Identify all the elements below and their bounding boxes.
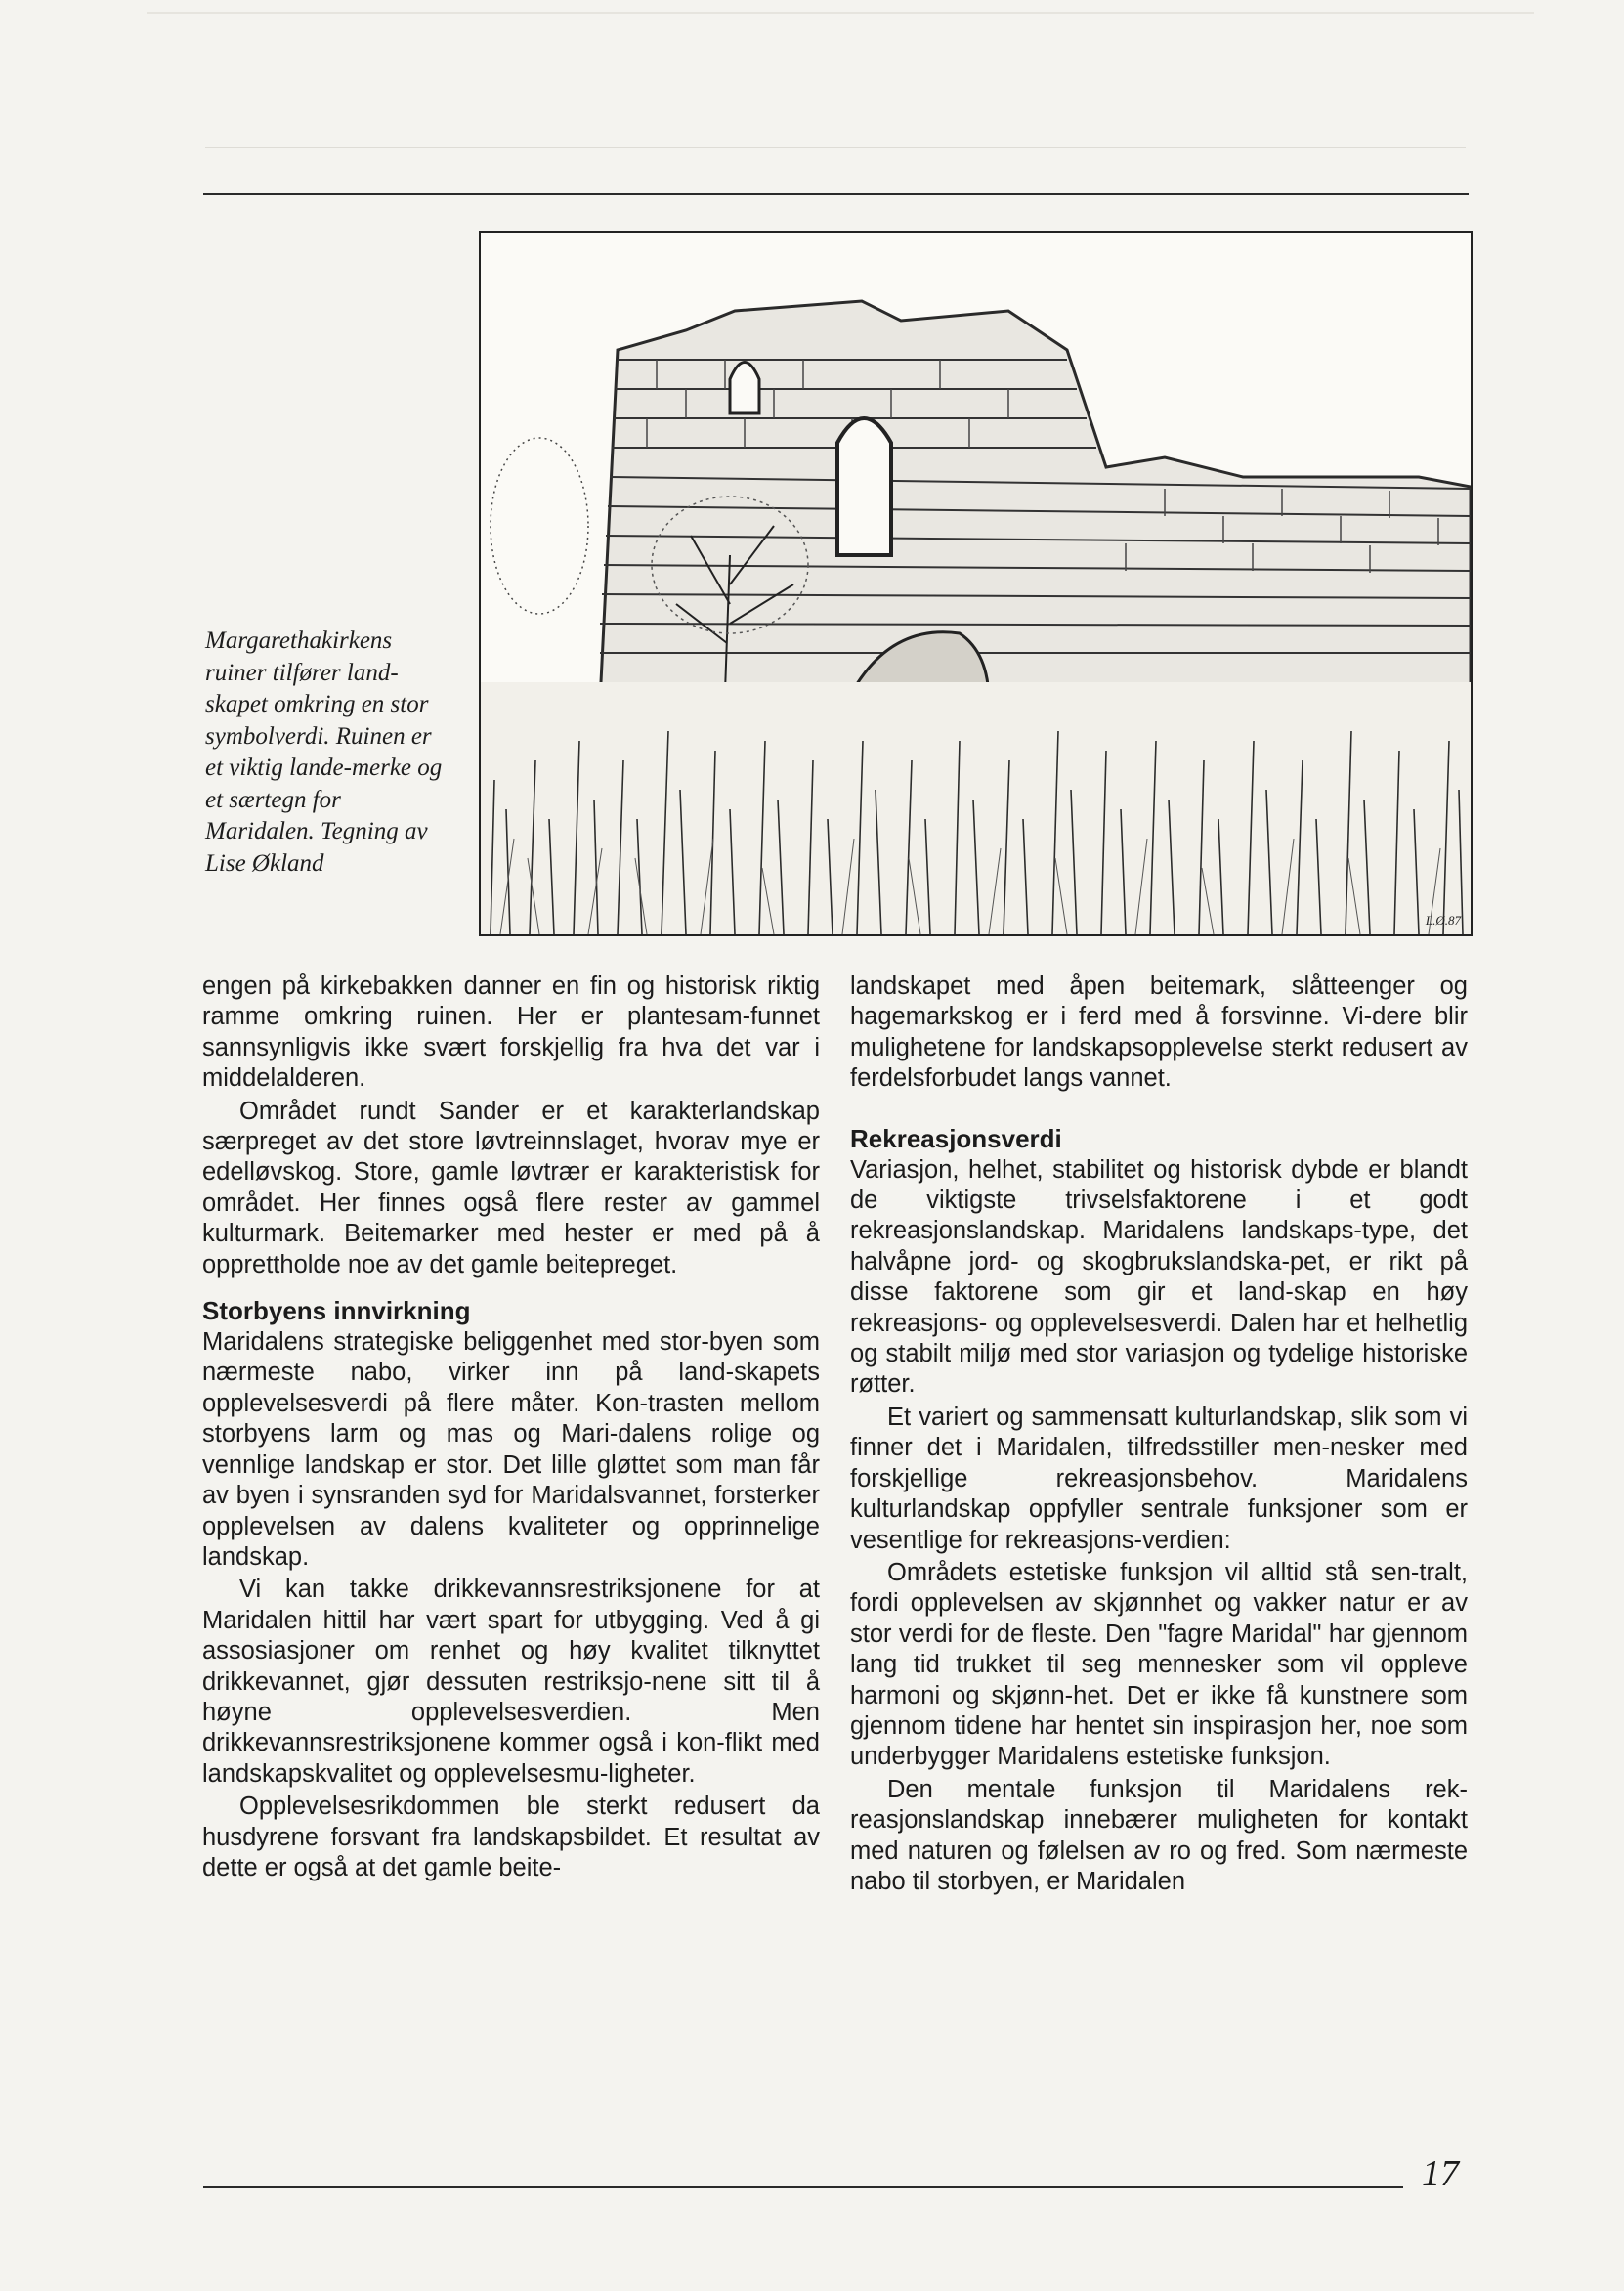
paragraph: Området rundt Sander er et karakterlandskap særpreget av det store løvtreinnslaget, hvorav mye er edelløvskog. Store, gamle løvtrær er karakteristisk for området. Her finnes også flere rester av gammel kulturmark. Beitemarker med hester er med på å opprettholde noe av det gamle beitepreget.: [202, 1097, 820, 1278]
paragraph: Vi kan takke drikkevannsrestriksjonene for at Maridalen hittil har vært spart for utbygging. Ved å gi assosiasjoner om renhet og høy kvalitet tilknyttet drikkevannet, gjør dessuten restriksjo-nene sitt til å høyne opplevelsesverdien. Men drikkevannsrestriksjonene kommer også i kon-flikt med landskapskvalitet og opplevelsesmu-ligheter.: [202, 1576, 820, 1788]
paragraph: engen på kirkebakken danner en fin og historisk riktig ramme omkring ruinen. Her er plantesam-funnet sannsynligvis ikke svært forskjellig fra hva det var i middelalderen.: [202, 973, 820, 1093]
ruin-illustration: [481, 233, 1471, 934]
ruin-drawing: [479, 231, 1473, 936]
page-number: 17: [1422, 2153, 1459, 2194]
paragraph: Variasjon, helhet, stabilitet og historisk dybde er blandt de viktigste trivselsfaktorene i et godt rekreasjonslandskap. Maridalens landskaps-type, det halvåpne jord- og skogbrukslandska-pet, er rikt på disse faktorene som gir et land-skap en høy rekreasjons- og opplevelsesverdi. Dalen har et helhetlig og stabilt miljø med stor variasjon og tydelige historiske røtter.: [850, 1155, 1468, 1399]
section-heading-storbyens-innvirkning: Storbyens innvirkning: [202, 1296, 471, 1326]
right-column: [850, 972, 1468, 1897]
show-through-line: [205, 147, 1466, 148]
scan-edge-line: [147, 12, 1534, 14]
paragraph: Den mentale funksjon til Maridalens rek-reasjonslandskap innebærer muligheten for kontakt med naturen og følelsen av ro og fred. Som nærmeste nabo til storbyen, er Maridalen: [850, 1775, 1468, 1895]
artist-signature: L.Ø.87: [1425, 913, 1461, 928]
paragraph: Områdets estetiske funksjon vil alltid stå sen-tralt, fordi opplevelsen av skjønnhet og vakker natur er av stor verdi for de fleste. Den "fagre Maridal" har gjennom lang tid trukket til seg mennesker som vil oppleve harmoni og skjønn-het. Det er ikke få kunstnere som gjennom tidene har hentet sin inspirasjon her, noe som underbygger Maridalens estetiske funksjon.: [850, 1558, 1468, 1771]
figure-caption: Margarethakirkens ruiner tilfører land-skapet omkring en stor symbolverdi. Ruinen er et viktig lande-merke og et særtegn for Maridalen. Tegning av Lise Økland: [205, 627, 443, 877]
paragraph: Maridalens strategiske beliggenhet med stor-byen som nærmeste nabo, virker inn på land-skapets opplevelsesverdi på flere måter. Kon-trasten mellom storbyens larm og mas og Mari-dalens rolige og vennlige landskap er stor. Det lille gløttet som man får av byen i synsranden syd for Maridalsvannet, forsterker opplevelsen av dalens kvaliteter og opprinnelige landskap.: [202, 1328, 820, 1571]
section-heading-rekreasjonsverdi: Rekreasjonsverdi: [850, 1123, 1062, 1153]
top-rule: [203, 193, 1469, 195]
left-column: [202, 972, 820, 1883]
paragraph: Opplevelsesrikdommen ble sterkt redusert da husdyrene forsvant fra landskapsbildet. Et resultat av dette er også at det gamle beite-: [202, 1793, 820, 1881]
bottom-rule: [203, 2186, 1403, 2188]
paragraph: Et variert og sammensatt kulturlandskap, slik som vi finner det i Maridalen, tilfredsstiller men-nesker med forskjellige rekreasjonsbehov. Maridalens kulturlandskap oppfyller sentrale funksjoner som er vesentlige for rekreasjons-verdien:: [850, 1403, 1468, 1554]
paragraph: landskapet med åpen beitemark, slåtteenger og hagemarkskog er i ferd med å forsvinne. Vi-dere blir mulighetene for landskapsopplevelse sterkt redusert av ferdelsforbudet langs vannet.: [850, 973, 1468, 1093]
